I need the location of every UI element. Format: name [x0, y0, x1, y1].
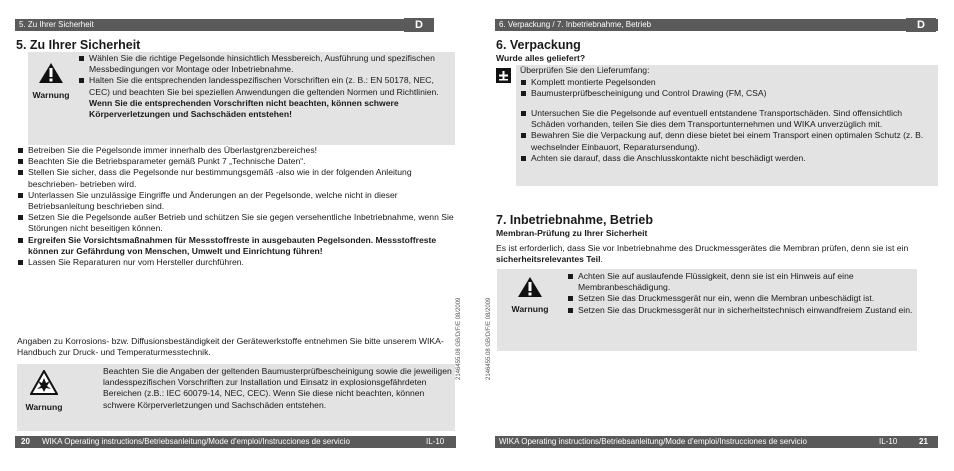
doc-code: 2146455.08 GB/D/F/E 08/2009 [456, 297, 462, 380]
list-item: Setzen Sie das Druckmessgerät nur ein, wenn die Membran unbeschädigt ist. [567, 293, 913, 304]
doc-code: 2146455.08 GB/D/F/E 08/2009 [486, 297, 492, 380]
list-item: Stellen Sie sicher, dass die Pegelsonde nur bestimmungsgemäß -also wie in der folgenden Anleitung beschrieben- betrieben wird. [17, 167, 457, 189]
list-item: Unterlassen Sie unzulässige Eingriffe und Änderungen an der Pegelsonde, welche nicht in dieser Betriebsanleitung beschrieben sind. [17, 190, 457, 212]
warning-label: Warnung [511, 304, 549, 314]
list-item: Untersuchen Sie die Pegelsonde auf eventuell entstandene Transportschäden. Sind offensichtlich Schäden vorhanden, teilen Sie dies dem Transportunternehmen und WIKA unverzüglich mit. [520, 108, 932, 130]
intro-bold-text: sicherheitsrelevantes Teil [496, 254, 601, 265]
warning-triangle-icon [38, 62, 64, 84]
list-item: Wählen Sie die richtige Pegelsonde hinsichtlich Messbereich, Ausführung und spezifischen Messbedingungen vor Montage oder Inbetriebnahme. [78, 53, 454, 75]
section-title-5: 5. Zu Ihrer Sicherheit [16, 38, 141, 52]
list-item: Setzen Sie das Druckmessgerät nur in sicherheitstechnisch einwandfreiem Zustand ein. [567, 305, 913, 316]
checklist [520, 77, 930, 99]
page-number: 20 [21, 437, 30, 446]
list-item: Setzen Sie die Pegelsonde außer Betrieb und schützen Sie sie gegen versehentliche Inbetriebnahme, wenn Sie Störungen nicht beseitigen können. [17, 212, 457, 234]
list-item: Bewahren Sie die Verpackung auf, denn diese bietet bei einem Transport einen optimalen Schutz (z. B. wechselnder Einbauort, Reparatursendung). [520, 130, 932, 152]
safety-list [17, 145, 457, 268]
subtitle-6: Wurde alles geliefert? [496, 53, 586, 63]
section-title-7: 7. Inbetriebnahme, Betrieb [496, 213, 653, 227]
ex-warning-text: Beachten Sie die Angaben der geltenden Baumusterprüfbescheinigung sowie die jeweiligen landesspezifischen Vorschriften zur Installation und Einsatz in explosionsgefährdeten Bereichen (z.B.: IEC 60079-14, NEC, CEC). Wenn Sie diese nicht beachten, können schwere Körperverletzungen und Sachschäden entstehen. [103, 366, 452, 410]
list-item [17, 235, 457, 257]
list-item-text: Halten Sie die entsprechenden landesspezifischen Vorschriften ein (z. B.: EN 50178, NEC, CEC) und beachten Sie bei speziellen Anwendungen die geltenden Normen und Richtlinien. [89, 75, 439, 97]
warning-symbol [29, 62, 73, 100]
checklist-icon [496, 68, 511, 83]
page-footer-right [495, 436, 938, 448]
list-item: Baumusterprüfbescheinigung und Control Drawing (FM, CSA) [520, 88, 930, 99]
language-badge-right: D [906, 18, 936, 32]
section-title-6: 6. Verpackung [496, 38, 581, 52]
warning-label: Warnung [32, 90, 70, 100]
list-item: Beachten Sie die Betriebsparameter gemäß Punkt 7 „Technische Daten“. [17, 156, 457, 167]
warning-bold-text: Wenn Sie die entsprechenden Vorschriften nicht beachten, können schwere Körperverletzungen und Sachschäden entstehen! [89, 97, 399, 120]
list-item [78, 75, 454, 120]
header-text: 6. Verpackung / 7. Inbetriebnahme, Betrieb [499, 20, 652, 29]
language-badge-left: D [404, 18, 434, 32]
page-header-left [15, 19, 434, 31]
list-item: Achten sie darauf, dass die Anschlusskontakte nicht beschädigt werden. [520, 153, 932, 164]
footer-text: WIKA Operating instructions/Betriebsanleitung/Mode d'emploi/Instrucciones de servicio [42, 437, 350, 446]
intro-text: Es ist erforderlich, dass Sie vor Inbetriebnahme des Druckmessgerätes die Membran prüfen, denn sie ist ein [496, 243, 909, 253]
list-item: Lassen Sie Reparaturen nur vom Hersteller durchführen. [17, 257, 457, 268]
page-header-right [495, 19, 938, 31]
ex-warning-symbol [20, 370, 68, 412]
warning-list [78, 53, 454, 120]
footer-code: IL-10 [426, 437, 445, 446]
warning-triangle-icon [517, 276, 543, 298]
header-text: 5. Zu Ihrer Sicherheit [19, 20, 94, 29]
membrane-warning-list [567, 271, 913, 316]
checklist-intro: Überprüfen Sie den Lieferumfang: [520, 65, 650, 75]
warning-symbol [506, 276, 554, 314]
page-footer-left [15, 436, 456, 448]
bold-item-text: Ergreifen Sie Vorsichtsmaßnahmen für Messstoffreste in ausgebauten Pegelsonden. Messstoffreste können zur Gefährdung von Menschen, Umwelt und Einrichtung führen! [28, 234, 437, 256]
list-item: Achten Sie auf auslaufende Flüssigkeit, denn sie ist ein Hinweis auf eine Membranbeschädigung. [567, 271, 913, 293]
subtitle-7: Membran-Prüfung zu Ihrer Sicherheit [496, 228, 648, 238]
list-item: Betreiben Sie die Pegelsonde immer innerhalb des Überlastgrenzbereiches! [17, 145, 457, 156]
footer-text: WIKA Operating instructions/Betriebsanleitung/Mode d'emploi/Instrucciones de servicio [499, 437, 807, 446]
ex-warning-label: Warnung [25, 402, 63, 412]
explosion-warning-icon [30, 370, 58, 396]
intro-text-7: Es ist erforderlich, dass Sie vor Inbetriebnahme des Druckmessgerätes die Membran prüfen, denn sie ist ein sicherheitsrelevantes Teil. [496, 243, 909, 265]
page-number: 21 [919, 437, 928, 446]
corrosion-note: Angaben zu Korrosions- bzw. Diffusionsbeständigkeit der Gerätewerkstoffe entnehmen Sie bitte unserem WIKA-Handbuch zur Druck- und Temperaturmesstechnik. [17, 336, 444, 358]
packaging-list [520, 108, 932, 164]
list-item: Komplett montierte Pegelsonden [520, 77, 930, 88]
footer-code: IL-10 [879, 437, 898, 446]
